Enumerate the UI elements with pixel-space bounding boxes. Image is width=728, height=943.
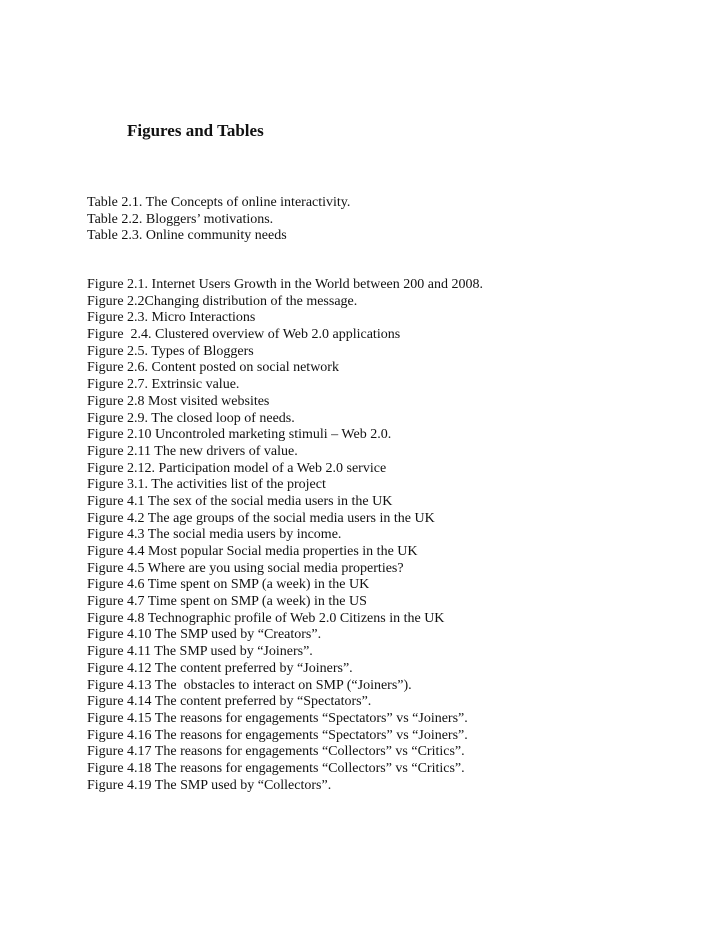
figure-entry: Figure 2.8 Most visited websites [87, 393, 270, 409]
tables-list [87, 195, 350, 245]
figure-entry: Figure 4.3 The social media users by income. [87, 527, 342, 543]
figure-entry: Figure 2.1. Internet Users Growth in the World between 200 and 2008. [87, 277, 483, 292]
figure-entry: Figure 2.5. Types of Bloggers [87, 343, 254, 359]
table-entry: Table 2.1. The Concepts of online interactivity. [87, 195, 351, 210]
figures-list [87, 277, 483, 794]
figure-entry: Figure 4.7 Time spent on SMP (a week) in the US [87, 594, 367, 610]
figure-entry: Figure 2.7. Extrinsic value. [87, 377, 240, 393]
figure-entry: Figure 3.1. The activities list of the project [87, 477, 326, 493]
figure-entry: Figure 2.2Changing distribution of the message. [87, 293, 358, 309]
figure-entry: Figure 4.12 The content preferred by “Joiners”. [87, 660, 353, 676]
figure-entry: Figure 2.6. Content posted on social network [87, 360, 339, 376]
figure-entry: Figure 4.2 The age groups of the social media users in the UK [87, 510, 435, 526]
figure-entry: Figure 4.14 The content preferred by “Spectators”. [87, 694, 372, 710]
figure-entry: Figure 2.3. Micro Interactions [87, 310, 256, 326]
figure-entry: Figure 4.16 The reasons for engagements “Spectators” vs “Joiners”. [87, 727, 468, 743]
figure-entry: Figure 4.19 The SMP used by “Collectors”. [87, 777, 332, 793]
figure-entry: Figure 4.13 The obstacles to interact on SMP (“Joiners”). [87, 677, 412, 693]
figure-entry: Figure 2.4. Clustered overview of Web 2.0 applications [87, 327, 401, 343]
figure-entry: Figure 4.15 The reasons for engagements “Spectators” vs “Joiners”. [87, 710, 468, 726]
figure-entry: Figure 2.12. Participation model of a Web 2.0 service [87, 460, 387, 476]
figure-entry: Figure 4.1 The sex of the social media users in the UK [87, 493, 393, 509]
figure-entry: Figure 4.11 The SMP used by “Joiners”. [87, 644, 313, 660]
figure-entry: Figure 2.11 The new drivers of value. [87, 443, 298, 459]
figure-entry: Figure 4.18 The reasons for engagements “Collectors” vs “Critics”. [87, 760, 465, 776]
table-entry: Table 2.2. Bloggers’ motivations. [87, 211, 274, 227]
figure-entry: Figure 4.10 The SMP used by “Creators”. [87, 627, 322, 643]
table-entry: Table 2.3. Online community needs [87, 228, 287, 244]
figure-entry: Figure 4.8 Technographic profile of Web 2.0 Citizens in the UK [87, 610, 445, 626]
figure-entry: Figure 2.9. The closed loop of needs. [87, 410, 295, 426]
figure-entry: Figure 4.4 Most popular Social media properties in the UK [87, 544, 418, 559]
figure-entry: Figure 4.5 Where are you using social media properties? [87, 560, 404, 576]
figure-entry: Figure 4.6 Time spent on SMP (a week) in the UK [87, 577, 370, 593]
figure-entry: Figure 4.17 The reasons for engagements “Collectors” vs “Critics”. [87, 744, 465, 760]
figure-entry: Figure 2.10 Uncontroled marketing stimuli – Web 2.0. [87, 427, 392, 443]
page-heading: Figures and Tables [127, 121, 264, 140]
